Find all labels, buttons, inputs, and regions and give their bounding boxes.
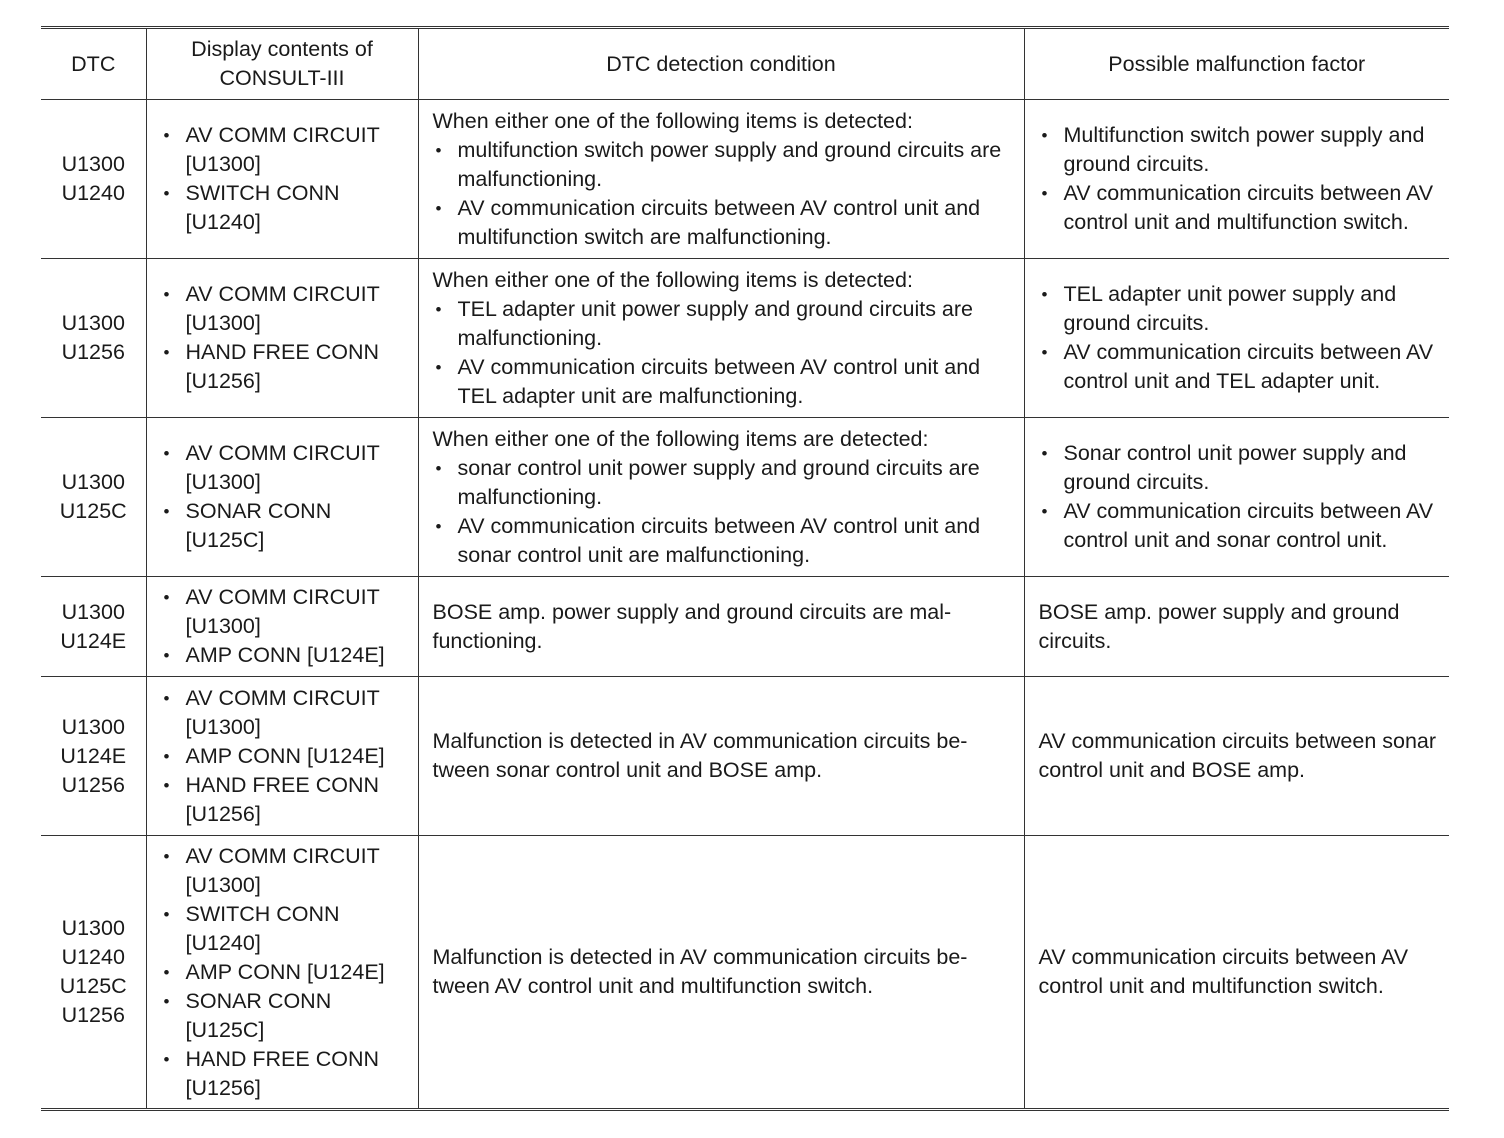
factor-item: • AV communication circuits between AV control unit and multifunction switch.: [1039, 179, 1442, 237]
dtc-code: U1256: [61, 340, 125, 364]
dtc-codes-cell: [41, 259, 146, 418]
factor-item: • TEL adapter unit power supply and ground circuits.: [1039, 280, 1442, 338]
dtc-code: U1300: [61, 714, 125, 739]
table-row: [41, 100, 1449, 259]
condition-item: • sonar control unit power supply and ground circuits are malfunctioning.: [433, 454, 1014, 512]
condition-item: • TEL adapter unit power supply and ground circuits are malfunctioning.: [433, 295, 1014, 353]
dtc-code: U1256: [61, 1003, 125, 1027]
dtc-code: U124E: [60, 628, 127, 653]
display-item: • AMP CONN [U124E]: [161, 742, 410, 771]
display-item: • AV COMM CIRCUIT [U1300]: [161, 121, 410, 179]
dtc-code: U1240: [61, 945, 125, 969]
condition-item: • AV communication circuits between AV control unit and multifunction switch are malfunctioning.: [433, 194, 1014, 252]
factor-text: BOSE amp. power supply and ground circuits.: [1038, 599, 1400, 653]
dtc-code: U1300: [61, 916, 125, 940]
factor-item: • AV communication circuits between AV control unit and sonar control unit.: [1039, 497, 1442, 555]
factor-item: • AV communication circuits between AV control unit and TEL adapter unit.: [1039, 338, 1442, 396]
display-contents-cell: [146, 259, 418, 418]
header-detection-condition: DTC detection condition: [418, 28, 1024, 100]
table-row: [41, 577, 1449, 677]
display-item: • AMP CONN [U124E]: [161, 958, 410, 987]
condition-text: Malfunction is detected in AV communication circuits be-tween AV control unit and multifunction switch.: [432, 945, 968, 998]
dtc-codes-cell: [41, 100, 146, 259]
detection-condition-cell: [418, 577, 1024, 677]
display-contents-cell: [146, 100, 418, 259]
malfunction-factor-cell: [1024, 836, 1449, 1110]
dtc-codes-cell: [41, 677, 146, 836]
factor-text: AV communication circuits between sonar control unit and BOSE amp.: [1038, 729, 1437, 782]
condition-intro: When either one of the following items is detected:: [432, 267, 913, 292]
display-contents-cell: [146, 836, 418, 1110]
header-display-contents: Display contents of CONSULT-III: [146, 28, 418, 100]
condition-text: BOSE amp. power supply and ground circuits are mal-functioning.: [432, 599, 952, 653]
table-row: [41, 259, 1449, 418]
condition-text: Malfunction is detected in AV communication circuits be-tween sonar control unit and BOSE amp.: [432, 729, 968, 782]
detection-condition-cell: [418, 259, 1024, 418]
factor-text: AV communication circuits between AV control unit and multifunction switch.: [1038, 945, 1409, 998]
header-malfunction-factor: Possible malfunction factor: [1024, 28, 1449, 100]
display-contents-cell: [146, 418, 418, 577]
dtc-code: U125C: [59, 974, 127, 998]
table-row: [41, 677, 1449, 836]
table-header-row: [41, 28, 1449, 100]
display-item: • SWITCH CONN [U1240]: [161, 179, 410, 237]
dtc-code: U1300: [61, 152, 125, 176]
display-item: • HAND FREE CONN [U1256]: [161, 1045, 410, 1103]
detection-condition-cell: [418, 677, 1024, 836]
condition-intro: When either one of the following items are detected:: [432, 426, 929, 451]
malfunction-factor-cell: [1024, 677, 1449, 836]
display-item: • SWITCH CONN [U1240]: [161, 900, 410, 958]
display-item: • SONAR CONN [U125C]: [161, 497, 410, 555]
detection-condition-cell: [418, 418, 1024, 577]
header-dtc: DTC: [41, 28, 146, 100]
dtc-code: U1300: [61, 470, 125, 494]
display-contents-cell: [146, 577, 418, 677]
dtc-codes-cell: [41, 836, 146, 1110]
table-row: [41, 418, 1449, 577]
dtc-code: U1256: [61, 772, 125, 797]
display-item: • AV COMM CIRCUIT [U1300]: [161, 439, 410, 497]
dtc-codes-cell: [41, 418, 146, 577]
detection-condition-cell: [418, 100, 1024, 259]
malfunction-factor-cell: [1024, 259, 1449, 418]
factor-item: • Multifunction switch power supply and ground circuits.: [1039, 121, 1442, 179]
display-item: • AV COMM CIRCUIT [U1300]: [161, 280, 410, 338]
display-item: • SONAR CONN [U125C]: [161, 987, 410, 1045]
malfunction-factor-cell: [1024, 100, 1449, 259]
display-item: • HAND FREE CONN [U1256]: [161, 771, 410, 829]
display-item: • AV COMM CIRCUIT [U1300]: [161, 583, 410, 641]
condition-item: • multifunction switch power supply and ground circuits are malfunctioning.: [433, 136, 1014, 194]
dtc-code: U1300: [61, 599, 125, 624]
dtc-table: [41, 26, 1449, 1111]
dtc-codes-cell: [41, 577, 146, 677]
condition-item: • AV communication circuits between AV control unit and TEL adapter unit are malfunctioning.: [433, 353, 1014, 411]
display-contents-cell: [146, 677, 418, 836]
display-item: • HAND FREE CONN [U1256]: [161, 338, 410, 396]
condition-item: • AV communication circuits between AV control unit and sonar control unit are malfunctioning.: [433, 512, 1014, 570]
display-item: • AV COMM CIRCUIT [U1300]: [161, 842, 410, 900]
display-item: • AMP CONN [U124E]: [161, 641, 410, 670]
factor-item: • Sonar control unit power supply and ground circuits.: [1039, 439, 1442, 497]
malfunction-factor-cell: [1024, 418, 1449, 577]
condition-intro: When either one of the following items is detected:: [432, 108, 913, 133]
dtc-code: U1300: [61, 311, 125, 335]
dtc-code: U124E: [60, 743, 127, 768]
dtc-code: U1240: [61, 181, 125, 205]
table-row: [41, 836, 1449, 1110]
display-item: • AV COMM CIRCUIT [U1300]: [161, 684, 410, 742]
malfunction-factor-cell: [1024, 577, 1449, 677]
detection-condition-cell: [418, 836, 1024, 1110]
dtc-code: U125C: [59, 499, 127, 523]
